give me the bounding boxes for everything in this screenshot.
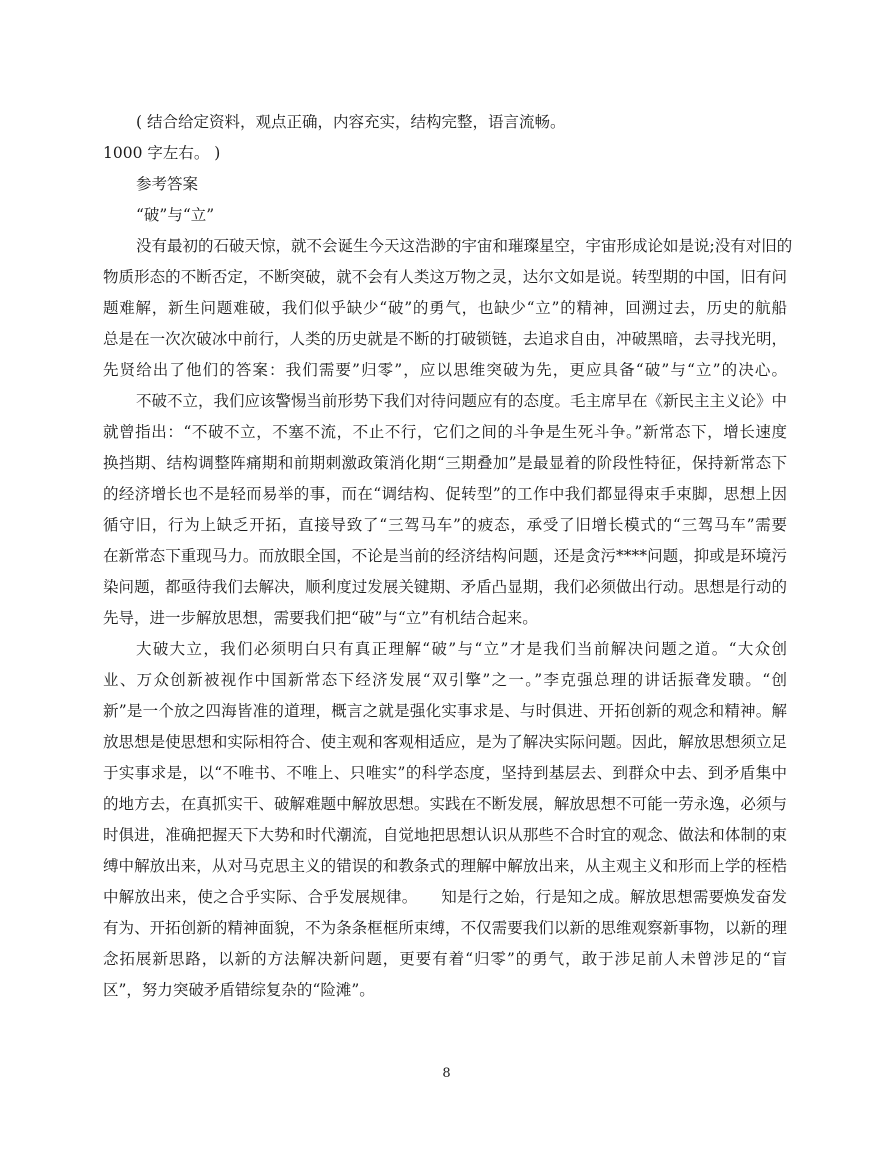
- answer-heading: 参考答案: [136, 175, 199, 193]
- paragraph-2-line-7: 染问题，都亟待我们去解决，顺利度过发展关键期、矛盾凸显期，我们必须做出行动。思想是行动的: [103, 578, 787, 596]
- paragraph-3-line-1: 大破大立，我们必须明白只有真正理解“破”与“立”才是我们当前解决问题之道。“大众创: [136, 640, 787, 658]
- paragraph-1-line-1: 没有最初的石破天惊，就不会诞生今天这浩渺的宇宙和璀璨星空，宇宙形成论如是说;没有对旧的: [136, 237, 793, 255]
- paragraph-2-line-8: 先导，进一步解放思想，需要我们把“破”与“立”有机结合起来。: [103, 609, 538, 627]
- paragraph-3-line-5: 于实事求是，以“不唯书、不唯上、只唯实”的科学态度，坚持到基层去、到群众中去、到矛盾集中: [103, 764, 787, 782]
- paragraph-3-line-6: 的地方去，在真抓实干、破解难题中解放思想。实践在不断发展，解放思想不可能一劳永逸，必须与: [103, 795, 787, 813]
- paragraph-3-line-9: 中解放出来，使之合乎实际、合乎发展规律。 知是行之始，行是知之成。解放思想需要焕发奋发: [103, 888, 787, 906]
- paragraph-1-line-5: 先贤给出了他们的答案：我们需要”归零”，应以思维突破为先，更应具备“破”与“立”的决心。: [103, 361, 787, 379]
- paragraph-3-line-4: 放思想是使思想和实际相符合、使主观和客观相适应，是为了解决实际问题。因此，解放思想须立足: [103, 733, 787, 751]
- paragraph-1-line-3: 题难解，新生问题难破，我们似乎缺少“破”的勇气，也缺少“立”的精神，回溯过去，历史的航船: [103, 299, 787, 317]
- essay-title: “破”与“立”: [136, 206, 215, 224]
- paragraph-1-line-2: 物质形态的不断否定，不断突破，就不会有人类这万物之灵，达尔文如是说。转型期的中国，旧有问: [103, 268, 787, 286]
- paragraph-2-line-3: 换挡期、结构调整阵痛期和前期刺激政策消化期“三期叠加”是最显着的阶段性特征，保持新常态下: [103, 454, 787, 472]
- paragraph-2-line-2: 就曾指出：“不破不立，不塞不流，不止不行，它们之间的斗争是生死斗争。”新常态下，增长速度: [103, 423, 787, 441]
- instructions-line-1: ( 结合给定资料，观点正确，内容充实，结构完整，语言流畅。: [136, 113, 566, 131]
- paragraph-2-line-4: 的经济增长也不是轻而易举的事，而在“调结构、促转型”的工作中我们都显得束手束脚，思想上因: [103, 485, 787, 503]
- paragraph-3-line-2: 业、万众创新被视作中国新常态下经济发展“双引擎”之一。”李克强总理的讲话振聋发聩。“创: [103, 671, 787, 689]
- paragraph-2-line-1: 不破不立，我们应该警惕当前形势下我们对待问题应有的态度。毛主席早在《新民主主义论》中: [136, 392, 788, 410]
- paragraph-2-line-6: 在新常态下重现马力。而放眼全国，不论是当前的经济结构问题，还是贪污****问题，抑或是环境污: [103, 547, 787, 565]
- instructions-line-2: 1000 字左右。 ): [103, 144, 221, 162]
- paragraph-3-line-8: 缚中解放出来，从对马克思主义的错误的和教条式的理解中解放出来，从主观主义和形而上学的桎梏: [103, 857, 787, 875]
- paragraph-3-line-3: 新”是一个放之四海皆准的道理，概言之就是强化实事求是、与时俱进、开拓创新的观念和精神。解: [103, 702, 787, 720]
- paragraph-3-line-12: 区”，努力突破矛盾错综复杂的“险滩”。: [103, 981, 375, 999]
- page-number: 8: [442, 1066, 451, 1081]
- paragraph-2-line-5: 循守旧，行为上缺乏开拓，直接导致了“三驾马车”的疲态，承受了旧增长模式的“三驾马车”需要: [103, 516, 787, 534]
- paragraph-3-line-7: 时俱进，准确把握天下大势和时代潮流，自觉地把思想认识从那些不合时宜的观念、做法和体制的束: [103, 826, 787, 844]
- paragraph-3-line-11: 念拓展新思路，以新的方法解决新问题，更要有着“归零”的勇气，敢于涉足前人未曾涉足的“盲: [103, 950, 787, 968]
- paragraph-3-line-10: 有为、开拓创新的精神面貌，不为条条框框所束缚，不仅需要我们以新的思维观察新事物，以新的理: [103, 919, 787, 937]
- paragraph-1-line-4: 总是在一次次破冰中前行，人类的历史就是不断的打破锁链，去追求自由，冲破黑暗，去寻找光明，: [103, 330, 787, 348]
